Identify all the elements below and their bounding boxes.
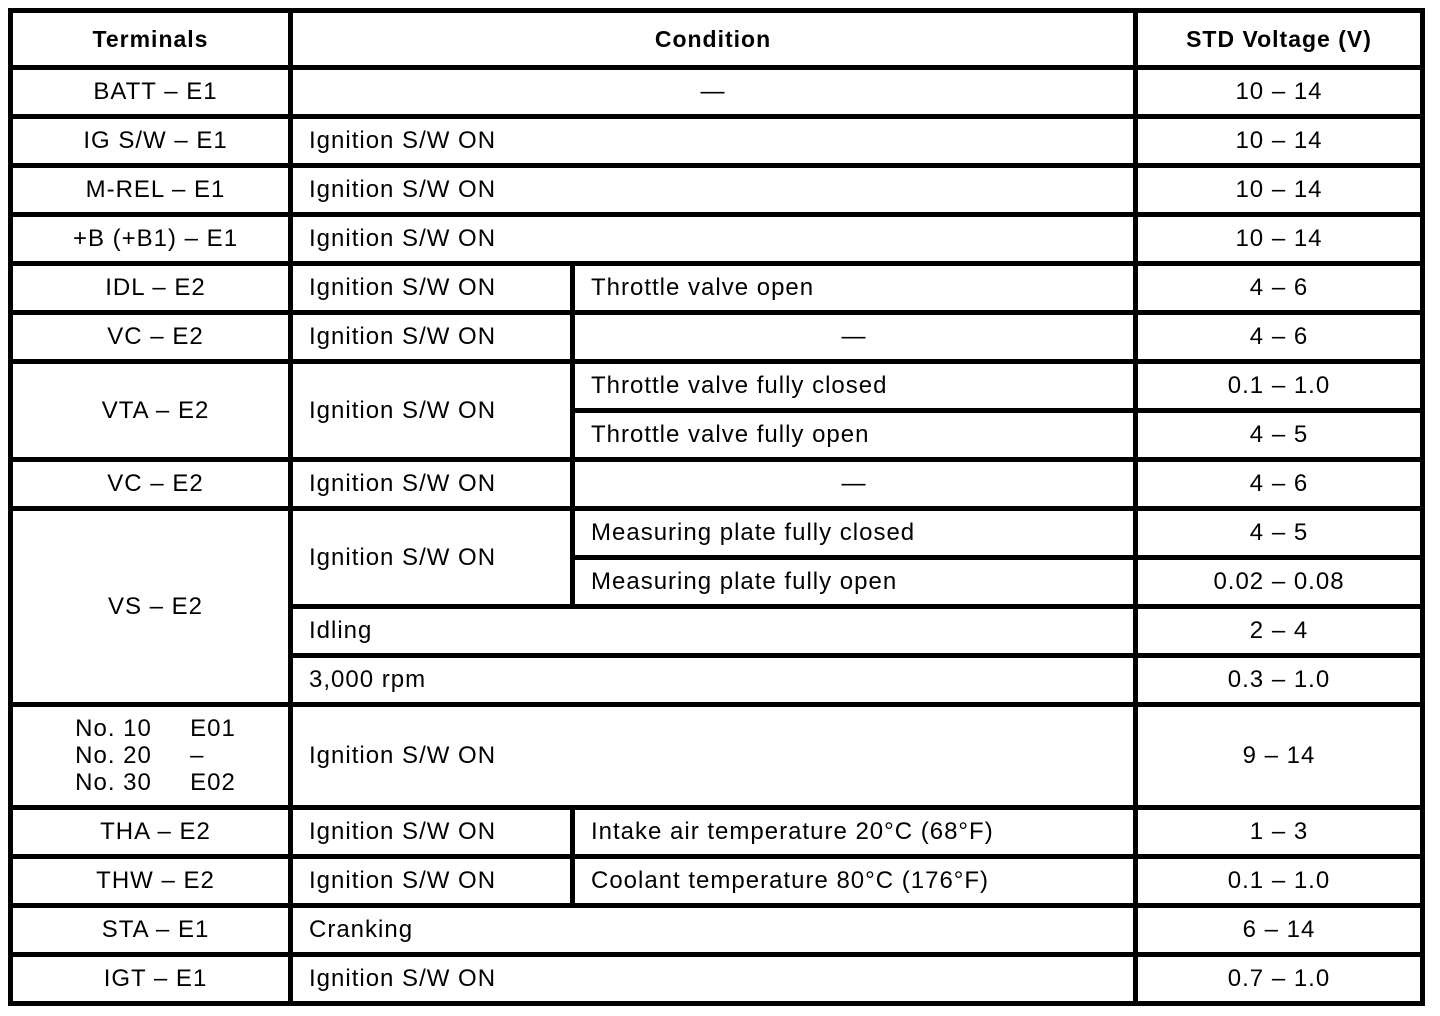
table-row [11, 264, 1423, 313]
sub-condition-cell: Measuring plate fully open [573, 558, 1136, 607]
header-condition: Condition [291, 11, 1136, 68]
condition-cell: Ignition S/W ON [291, 808, 573, 857]
voltage-cell: 10 – 14 [1136, 166, 1423, 215]
table-row [11, 313, 1423, 362]
terminal-cell: VC – E2 [11, 460, 291, 509]
sub-condition-cell: Measuring plate fully closed [573, 509, 1136, 558]
condition-cell: Ignition S/W ON [291, 313, 573, 362]
terminal-cell: VTA – E2 [11, 362, 291, 460]
ground-label: E01 [190, 715, 236, 742]
condition-cell: Ignition S/W ON [291, 117, 1136, 166]
terminal-line: No. 20 [75, 742, 152, 769]
terminal-cell: VS – E2 [11, 509, 291, 705]
condition-cell: Ignition S/W ON [291, 955, 1136, 1004]
voltage-cell: 9 – 14 [1136, 705, 1423, 808]
sub-condition-cell: — [573, 313, 1136, 362]
sub-condition-cell: Throttle valve fully closed [573, 362, 1136, 411]
table-row [11, 955, 1423, 1004]
voltage-cell: 4 – 6 [1136, 313, 1423, 362]
sub-condition-cell: Throttle valve fully open [573, 411, 1136, 460]
table-row [11, 215, 1423, 264]
table-row [11, 906, 1423, 955]
terminal-cell: BATT – E1 [11, 68, 291, 117]
condition-cell: Ignition S/W ON [291, 509, 573, 607]
condition-cell: Ignition S/W ON [291, 705, 1136, 808]
table-row [11, 509, 1423, 558]
terminal-cell: +B (+B1) – E1 [11, 215, 291, 264]
voltage-cell: 4 – 6 [1136, 460, 1423, 509]
voltage-cell: 10 – 14 [1136, 117, 1423, 166]
table-row [11, 705, 1423, 808]
voltage-cell: 10 – 14 [1136, 215, 1423, 264]
sub-condition-cell: Intake air temperature 20°C (68°F) [573, 808, 1136, 857]
voltage-cell: 0.1 – 1.0 [1136, 857, 1423, 906]
table-row [11, 808, 1423, 857]
ground-label: E02 [190, 769, 236, 796]
voltage-spec-table [8, 8, 1425, 1006]
table-row [11, 460, 1423, 509]
voltage-cell: 2 – 4 [1136, 607, 1423, 656]
table-row [11, 68, 1423, 117]
terminal-cell: THA – E2 [11, 808, 291, 857]
voltage-cell: 10 – 14 [1136, 68, 1423, 117]
terminal-cell: VC – E2 [11, 313, 291, 362]
sub-condition-cell: Throttle valve open [573, 264, 1136, 313]
terminal-cell: IDL – E2 [11, 264, 291, 313]
voltage-cell: 4 – 5 [1136, 411, 1423, 460]
table-row [11, 857, 1423, 906]
header-terminals: Terminals [11, 11, 291, 68]
terminal-dash: – [190, 742, 205, 769]
condition-cell: — [291, 68, 1136, 117]
terminal-line: No. 10 [75, 715, 152, 742]
voltage-cell: 1 – 3 [1136, 808, 1423, 857]
header-voltage: STD Voltage (V) [1136, 11, 1423, 68]
table-row [11, 117, 1423, 166]
sub-condition-cell: — [573, 460, 1136, 509]
terminal-line: No. 30 [75, 769, 152, 796]
table-row [11, 166, 1423, 215]
voltage-cell: 0.3 – 1.0 [1136, 656, 1423, 705]
voltage-cell: 6 – 14 [1136, 906, 1423, 955]
voltage-cell: 0.7 – 1.0 [1136, 955, 1423, 1004]
voltage-cell: 0.1 – 1.0 [1136, 362, 1423, 411]
condition-cell: Ignition S/W ON [291, 264, 573, 313]
condition-cell: Ignition S/W ON [291, 857, 573, 906]
voltage-spec-table-container [8, 8, 1425, 1006]
injector-terminal-group [75, 715, 236, 796]
voltage-cell: 4 – 5 [1136, 509, 1423, 558]
table-row [11, 362, 1423, 411]
condition-cell: Cranking [291, 906, 1136, 955]
condition-cell: Idling [291, 607, 1136, 656]
terminal-cell [11, 705, 291, 808]
voltage-cell: 0.02 – 0.08 [1136, 558, 1423, 607]
condition-cell: 3,000 rpm [291, 656, 1136, 705]
terminal-cell: THW – E2 [11, 857, 291, 906]
voltage-cell: 4 – 6 [1136, 264, 1423, 313]
header-row [11, 11, 1423, 68]
condition-cell: Ignition S/W ON [291, 215, 1136, 264]
terminal-cell: IGT – E1 [11, 955, 291, 1004]
sub-condition-cell: Coolant temperature 80°C (176°F) [573, 857, 1136, 906]
terminal-cell: M-REL – E1 [11, 166, 291, 215]
terminal-cell: IG S/W – E1 [11, 117, 291, 166]
condition-cell: Ignition S/W ON [291, 362, 573, 460]
terminal-cell: STA – E1 [11, 906, 291, 955]
condition-cell: Ignition S/W ON [291, 166, 1136, 215]
condition-cell: Ignition S/W ON [291, 460, 573, 509]
